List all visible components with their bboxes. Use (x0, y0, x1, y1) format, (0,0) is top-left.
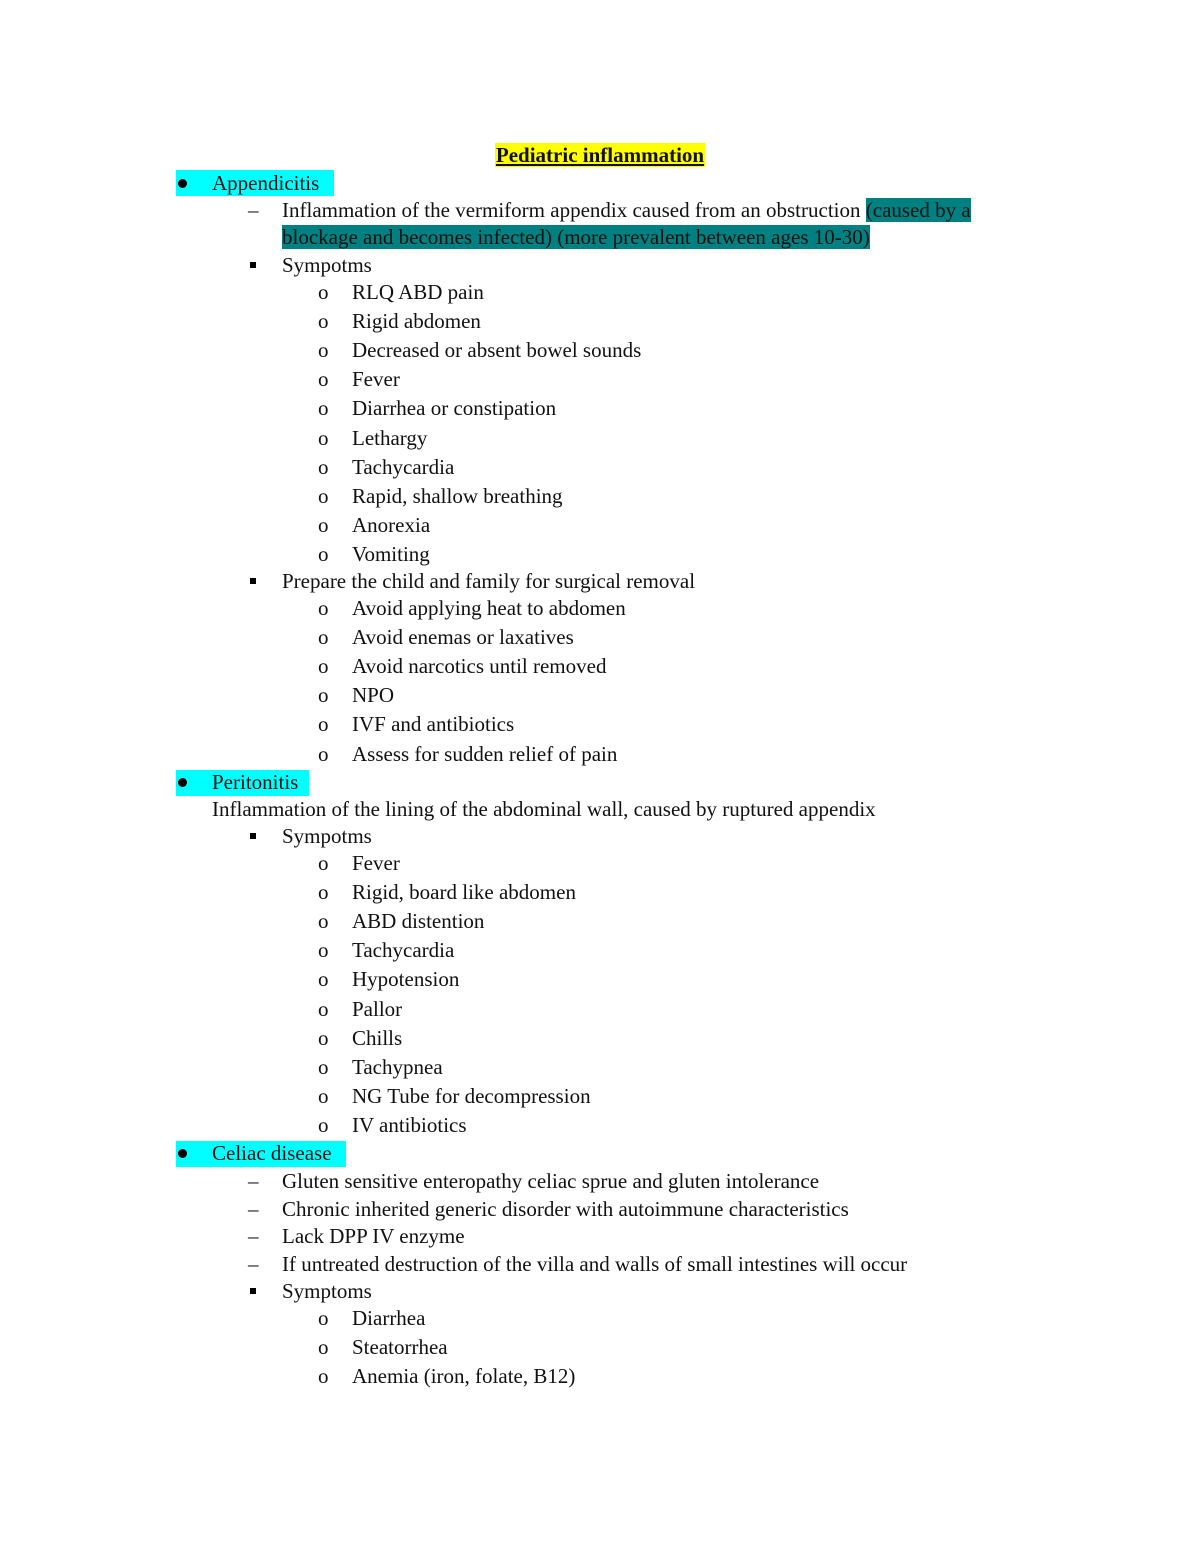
circle-bullet-icon: o (318, 967, 329, 992)
list-item-text: Avoid applying heat to abdomen (352, 596, 626, 620)
list-item-text: NG Tube for decompression (352, 1083, 591, 1108)
list-item-text: Pallor (352, 996, 403, 1021)
circle-bullet-icon: o (318, 996, 329, 1021)
dash-icon: – (248, 1169, 259, 1193)
circle-bullet-icon: o (318, 596, 329, 620)
list-item-text: Assess for sudden relief of pain (352, 741, 618, 766)
bullet-icon (178, 778, 187, 787)
document-page: Pediatric inflammation Appendicitis – Inflammation of the vermiform appendix caused from an obstruction (caused by a blockage and becomes infected) (more prevalent between ages 10-30) Sympotms o RLQ ABD pain o Rigid abdomen o Decreased or absent bowel sounds o Fever o Diarrhea or constipation o Lethargy o Tachycardia o Rapid, shallow breathing o Anorexia o Vomiting Prepare the child and family for surgical removal o Avoid applying heat to abdomen o Avoid enemas or laxatives o Avoid narcotics until removed o NPO o IVF and antibiotics o Assess for sudden relief of pain Peritonitis Inflammation of the lining of the abdominal wall, caused by ruptured appendix Sympotms o Fever o Rigid, board like abdomen o ABD distention o Tachycardia o Hypotension o Pallor o Chills o Tachypnea o NG Tube for decompression o IV antibiotics Celiac disease – Gluten sensitive enteropathy celiac sprue and gluten intolerance – Chronic inherited generic disorder with autoimmune characteristics – Lack DPP IV enzyme – If untreated destruction of the villa and walls of small intestines will occur Symptoms o Diarrhea o Steatorrhea o Anemia (iron, folate, B12) (0, 0, 1200, 1553)
list-item-text: Chronic inherited generic disorder with autoimmune characteristics (282, 1196, 849, 1221)
square-bullet-icon (250, 1288, 256, 1294)
dash-icon: – (248, 198, 259, 222)
circle-bullet-icon: o (318, 683, 329, 708)
circle-bullet-icon: o (318, 1112, 329, 1137)
desc-highlight: blockage and becomes infected) (more prevalent between ages 10-30) (282, 225, 870, 249)
circle-bullet-icon: o (318, 309, 329, 334)
list-item-text: ABD distention (352, 909, 485, 934)
circle-bullet-icon: o (318, 512, 329, 537)
list-item-text: Avoid enemas or laxatives (352, 625, 574, 650)
list-item-text: Diarrhea (352, 1306, 426, 1330)
dash-icon: – (248, 1224, 259, 1248)
circle-bullet-icon: o (318, 880, 329, 905)
circle-bullet-icon: o (318, 1025, 329, 1050)
page-title: Pediatric inflammation (495, 143, 705, 167)
circle-bullet-icon: o (318, 741, 329, 766)
circle-bullet-icon: o (318, 280, 329, 304)
bullet-icon (178, 179, 187, 188)
list-item-text: Decreased or absent bowel sounds (352, 338, 642, 363)
dash-icon: – (248, 1196, 259, 1221)
list-item-text: Rapid, shallow breathing (352, 483, 563, 508)
list-item-text: Anorexia (352, 512, 431, 537)
list-item-text: Fever (352, 851, 400, 875)
circle-bullet-icon: o (318, 851, 329, 875)
circle-bullet-icon: o (318, 1083, 329, 1108)
circle-bullet-icon: o (318, 338, 329, 363)
list-item-text: Tachypnea (352, 1054, 443, 1079)
circle-bullet-icon: o (318, 1335, 329, 1360)
list-item-text: Gluten sensitive enteropathy celiac sprue and gluten intolerance (282, 1169, 820, 1193)
circle-bullet-icon: o (318, 541, 329, 566)
circle-bullet-icon: o (318, 1364, 329, 1389)
list-item-text: Tachycardia (352, 938, 455, 963)
desc-continuation (282, 223, 870, 251)
circle-bullet-icon: o (318, 909, 329, 934)
bullet-icon (178, 1149, 187, 1158)
square-bullet-icon (250, 262, 256, 268)
list-item-text: Fever (352, 367, 400, 392)
dash-icon: – (248, 1251, 259, 1276)
list-item-text: Anemia (iron, folate, B12) (352, 1364, 576, 1389)
circle-bullet-icon: o (318, 367, 329, 392)
list-item-text: NPO (352, 683, 395, 708)
list-item-text: Rigid, board like abdomen (352, 880, 576, 905)
list-item-text: Hypotension (352, 967, 460, 992)
circle-bullet-icon: o (318, 483, 329, 508)
list-item-text: If untreated destruction of the villa and walls of small intestines will occur (282, 1251, 908, 1276)
desc-highlight: (caused by a (865, 198, 971, 222)
circle-bullet-icon: o (318, 712, 329, 737)
circle-bullet-icon: o (318, 454, 329, 479)
circle-bullet-icon: o (318, 625, 329, 650)
circle-bullet-icon: o (318, 1054, 329, 1079)
circle-bullet-icon: o (318, 425, 329, 450)
desc-text: Inflammation of the vermiform appendix caused from an obstruction (282, 198, 866, 222)
list-item-text: Diarrhea or constipation (352, 396, 557, 421)
circle-bullet-icon: o (318, 654, 329, 679)
peritonitis-desc: Inflammation of the lining of the abdominal wall, caused by ruptured appendix (212, 797, 876, 821)
list-item-text: RLQ ABD pain (352, 280, 484, 304)
list-item-text: IVF and antibiotics (352, 712, 515, 737)
circle-bullet-icon: o (318, 938, 329, 963)
list-item-text: Steatorrhea (352, 1335, 448, 1360)
list-item-text: Chills (352, 1025, 403, 1050)
circle-bullet-icon: o (318, 396, 329, 421)
list-item-text: Lack DPP IV enzyme (282, 1224, 465, 1248)
square-bullet-icon (250, 833, 256, 839)
square-bullet-icon (250, 578, 256, 584)
list-item-text: Lethargy (352, 425, 428, 450)
list-item-text: IV antibiotics (352, 1112, 467, 1137)
circle-bullet-icon: o (318, 1306, 329, 1330)
list-item-text: Tachycardia (352, 454, 455, 479)
list-item-text: Avoid narcotics until removed (352, 654, 607, 679)
list-item-text: Rigid abdomen (352, 309, 481, 334)
list-item-text: Vomiting (352, 541, 430, 566)
